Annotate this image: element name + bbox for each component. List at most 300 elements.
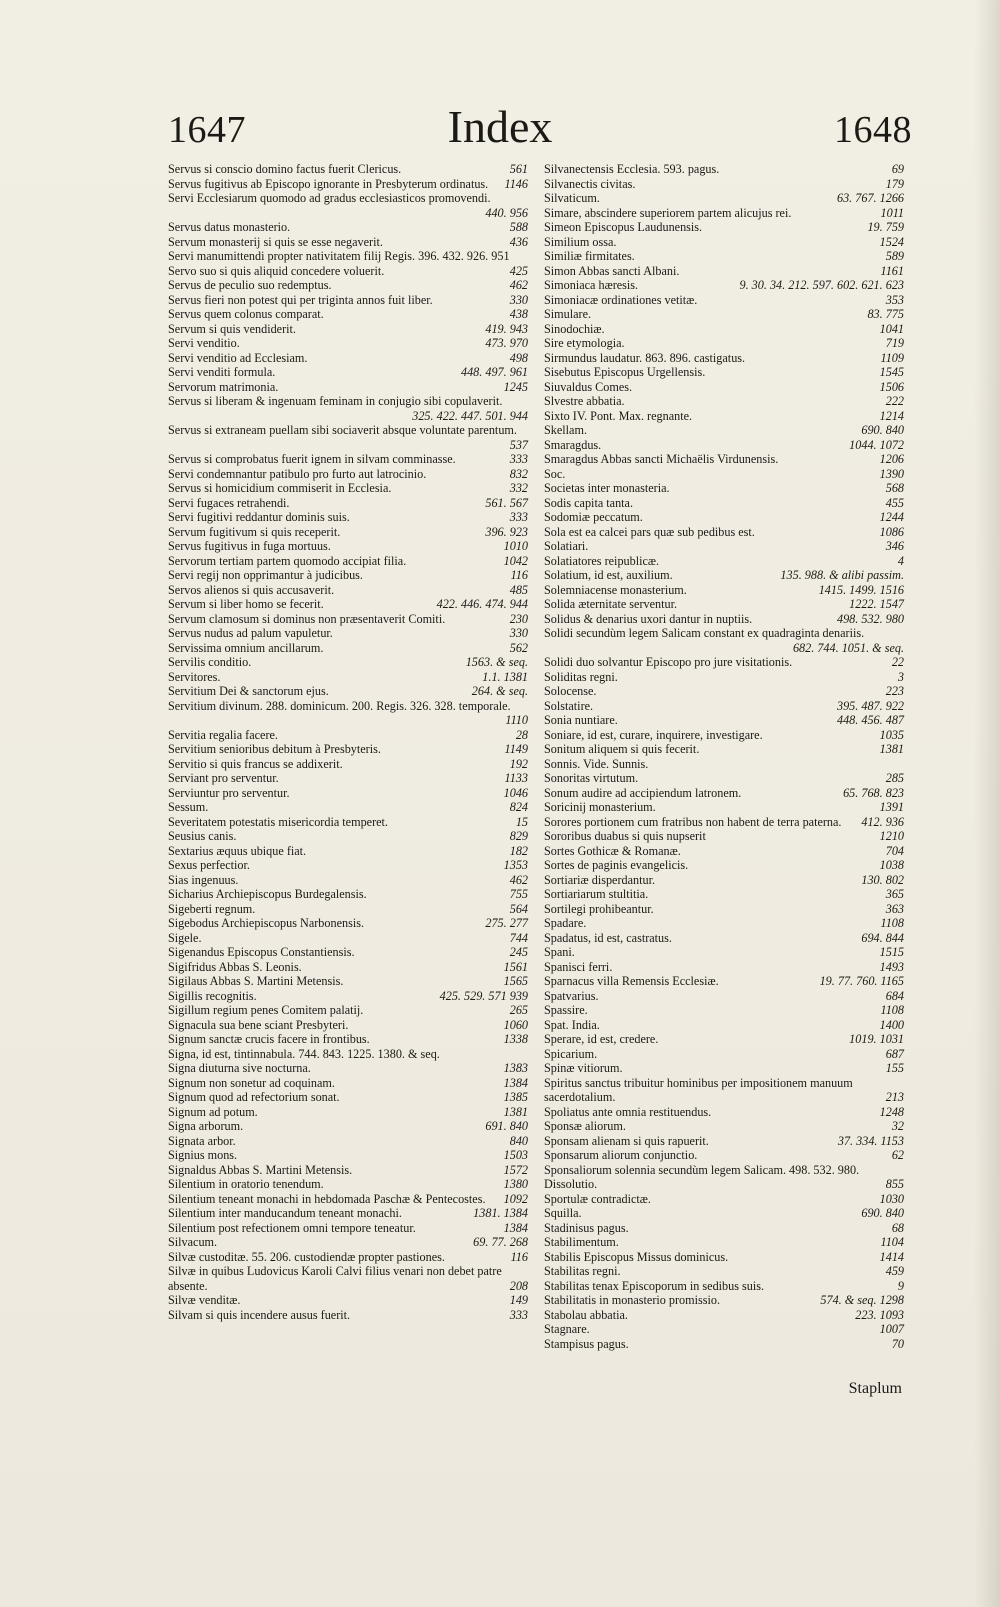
index-entry-page-ref: 473. 970 xyxy=(485,336,528,350)
index-entry-page-ref: 1381. 1384 xyxy=(473,1206,528,1220)
index-entry-term: Servi regij non opprimantur à judicibus. xyxy=(168,568,363,582)
index-entry xyxy=(168,554,528,569)
index-entry xyxy=(544,1235,904,1250)
index-entry-page-ref: 436 xyxy=(509,234,528,249)
index-entry-page-ref: 1010 xyxy=(503,539,528,553)
index-entry-term: Spoliatus ante omnia restituendus. xyxy=(544,1104,712,1119)
index-entry-page-ref: 213 xyxy=(885,1090,904,1104)
index-entry-page-ref: 1381 xyxy=(879,742,904,756)
index-entry-page-ref: 1146 xyxy=(504,176,528,191)
index-entry-page-ref: 422. 446. 474. 944 xyxy=(436,597,528,611)
index-entry-term: Signa diuturna sive nocturna. xyxy=(168,1061,311,1075)
index-entry xyxy=(544,902,904,917)
index-entry xyxy=(544,583,904,598)
index-entry-term: Stabilitatis in monasterio promissio. xyxy=(544,1293,721,1307)
index-entry xyxy=(544,1119,904,1134)
index-entry xyxy=(168,394,528,423)
index-entry-page-ref: 440. 956 xyxy=(485,205,528,220)
index-entry-term: Spicarium. xyxy=(544,1046,598,1061)
index-entry-term: Silvæ venditæ. xyxy=(168,1293,241,1307)
index-entry-term: Sessum. xyxy=(168,800,209,814)
index-entry xyxy=(168,539,528,554)
index-entry xyxy=(168,844,528,859)
index-entry-page-ref: 1222. 1547 xyxy=(849,597,904,611)
index-entry xyxy=(168,1206,528,1221)
index-entry-page-ref: 1565 xyxy=(503,974,528,988)
index-entry-page-ref: 694. 844 xyxy=(861,930,904,945)
index-entry-page-ref: 396. 923 xyxy=(485,524,528,539)
index-entry-page-ref: 1044. 1072 xyxy=(849,437,904,452)
index-entry-term: Solidi secundùm legem Salicam constant ex quadraginta denariis. xyxy=(544,626,865,640)
index-entry-term: Simeon Episcopus Laudunensis. xyxy=(544,220,703,234)
index-entry-term: Sexus perfectior. xyxy=(168,858,250,872)
index-entry-page-ref: 682. 744. 1051. & seq. xyxy=(792,640,904,655)
index-entry xyxy=(168,989,528,1004)
index-entry xyxy=(544,1293,904,1308)
index-entry xyxy=(544,1148,904,1163)
index-entry-term: Sigifridus Abbas S. Leonis. xyxy=(168,959,302,974)
index-entry xyxy=(544,1047,904,1062)
index-entry-term: Servus si extraneam puellam sibi sociaverit absque voluntate parentum. xyxy=(168,423,517,437)
index-entry xyxy=(544,1250,904,1265)
index-entry-term: Sportulæ contradictæ. xyxy=(544,1191,651,1206)
index-entry-page-ref: 15 xyxy=(515,814,528,829)
index-entry-page-ref: 1007 xyxy=(879,1322,904,1336)
index-entry-page-ref: 829 xyxy=(509,829,528,843)
index-entry-term: Signacula sua bene sciant Presbyteri. xyxy=(168,1017,349,1032)
index-entry-term: Spani. xyxy=(544,945,575,959)
index-entry-term: Spanisci ferri. xyxy=(544,959,613,974)
index-entry xyxy=(168,815,528,830)
index-entry-page-ref: 448. 456. 487 xyxy=(836,713,904,727)
index-entry-term: Servus si liberam & ingenuam feminam in conjugio sibi copulaverit. xyxy=(168,394,503,408)
index-entry xyxy=(168,423,528,452)
index-entry xyxy=(544,409,904,424)
index-entry xyxy=(168,699,528,728)
index-entry-page-ref: 330 xyxy=(509,626,528,640)
index-entry-term: Servus si comprobatus fuerit ignem in silvam comminasse. xyxy=(168,452,456,466)
index-entry-page-ref: 1572 xyxy=(503,1162,528,1177)
index-entry xyxy=(168,481,528,496)
index-entry-term: Silvanectis civitas. xyxy=(544,176,636,191)
index-entry-page-ref: 1563. & seq. xyxy=(465,655,528,669)
index-entry xyxy=(168,858,528,873)
index-entry-page-ref: 65. 768. 823 xyxy=(843,785,904,800)
index-entry-term: Servum fugitivum si quis receperit. xyxy=(168,524,341,539)
index-entry-term: Sirmundus laudatur. 863. 896. castigatus. xyxy=(544,350,746,365)
index-entry xyxy=(168,1105,528,1120)
index-entry-page-ref: 19. 759 xyxy=(867,220,904,234)
index-entry-term: Soniare, id est, curare, inquirere, investigare. xyxy=(544,727,763,742)
index-entry xyxy=(544,264,904,279)
index-entry-term: Simon Abbas sancti Albani. xyxy=(544,263,680,278)
index-entry-page-ref: 346 xyxy=(885,539,904,553)
index-entry xyxy=(168,786,528,801)
index-entry xyxy=(168,800,528,815)
index-entry-page-ref: 1244 xyxy=(879,510,904,524)
index-entry-page-ref: 9. 30. 34. 212. 597. 602. 621. 623 xyxy=(739,278,904,292)
index-entry-page-ref: 1060 xyxy=(503,1017,528,1032)
index-entry-term: Simulare. xyxy=(544,307,592,321)
index-entry xyxy=(544,1337,904,1352)
index-entry xyxy=(544,815,904,830)
index-entry xyxy=(544,394,904,409)
index-entry-term: Sigenandus Episcopus Constantiensis. xyxy=(168,945,355,959)
index-entry xyxy=(544,1322,904,1337)
index-entry xyxy=(544,713,904,728)
left-page-number: 1647 xyxy=(168,109,246,151)
index-entry xyxy=(168,902,528,917)
index-entry-page-ref: 1104 xyxy=(880,1235,904,1249)
left-index-column xyxy=(168,162,528,1322)
index-entry-term: Soliditas regni. xyxy=(544,669,618,684)
index-entry-term: Spatvarius. xyxy=(544,988,599,1003)
index-entry-term: Solidi duo solvantur Episcopo pro jure visitationis. xyxy=(544,655,793,669)
index-entry xyxy=(544,249,904,264)
index-entry xyxy=(544,1206,904,1221)
index-entry-page-ref: 69 xyxy=(891,162,904,176)
index-entry-page-ref: 588 xyxy=(509,220,528,234)
index-entry-term: Sicharius Archiepiscopus Burdegalensis. xyxy=(168,887,367,901)
index-entry-term: Sigeberti regnum. xyxy=(168,901,256,916)
index-entry-page-ref: 1381 xyxy=(503,1104,528,1119)
index-entry-term: Spassire. xyxy=(544,1003,588,1017)
index-entry-page-ref: 1338 xyxy=(503,1032,528,1046)
index-entry xyxy=(168,829,528,844)
index-entry-page-ref: 63. 767. 1266 xyxy=(836,191,904,205)
index-entry xyxy=(544,510,904,525)
index-entry-term: Silentium inter manducandum teneant monachi. xyxy=(168,1206,402,1220)
index-entry-term: Sortes Gothicæ & Romanæ. xyxy=(544,843,681,858)
index-entry-page-ref: 3 xyxy=(897,669,904,684)
index-entry-term: Simoniacæ ordinationes vetitæ. xyxy=(544,292,698,307)
index-entry-term: Servi fugaces retrahendi. xyxy=(168,495,290,510)
index-entry-term: Sigebodus Archiepiscopus Narbonensis. xyxy=(168,916,364,930)
index-entry-page-ref: 589 xyxy=(885,249,904,263)
index-entry xyxy=(168,771,528,786)
index-entry xyxy=(544,945,904,960)
index-entry-term: Stabilitas regni. xyxy=(544,1264,621,1278)
index-entry-page-ref: 425. 529. 571 939 xyxy=(439,988,528,1003)
index-entry-term: Stagnare. xyxy=(544,1322,590,1336)
index-entry xyxy=(544,989,904,1004)
index-entry-term: Servitium senioribus debitum à Presbyteris. xyxy=(168,742,381,756)
index-entry-page-ref: 832 xyxy=(509,466,528,481)
index-entry-term: Smaragdus. xyxy=(544,437,602,452)
index-entry xyxy=(168,1163,528,1178)
index-entry xyxy=(168,612,528,627)
index-entry-page-ref: 562 xyxy=(509,640,528,655)
index-entry xyxy=(168,1250,528,1265)
index-entry-term: Sodis capita tanta. xyxy=(544,495,634,510)
index-entry-term: Sortilegi prohibeantur. xyxy=(544,901,654,916)
index-entry-term: Silvam si quis incendere ausus fuerit. xyxy=(168,1307,351,1322)
index-entry-page-ref: 155 xyxy=(885,1061,904,1075)
index-entry-term: Signa, id est, tintinnabula. 744. 843. 1225. 1380. & seq. xyxy=(168,1046,440,1061)
index-entry-term: Serviuntur pro serventur. xyxy=(168,785,290,800)
index-entry xyxy=(168,1264,528,1293)
index-entry-page-ref: 855 xyxy=(885,1177,904,1191)
index-entry xyxy=(168,728,528,743)
index-entry xyxy=(168,626,528,641)
index-entry-term: Servum si liber homo se fecerit. xyxy=(168,597,324,611)
index-entry xyxy=(544,974,904,989)
index-entry-term: Siuvaldus Comes. xyxy=(544,379,633,394)
index-entry-page-ref: 1038 xyxy=(879,858,904,872)
index-entry-page-ref: 1545 xyxy=(879,365,904,379)
index-entry-term: Servus si homicidium commiserit in Ecclesia. xyxy=(168,481,392,495)
index-entry-page-ref: 230 xyxy=(509,611,528,626)
index-entry-term: Sire etymologia. xyxy=(544,336,625,350)
index-entry xyxy=(168,1235,528,1250)
index-entry-page-ref: 9 xyxy=(897,1278,904,1293)
index-entry xyxy=(544,438,904,453)
index-entry-page-ref: 485 xyxy=(509,582,528,597)
index-entry-term: Servi fugitivi reddantur dominis suis. xyxy=(168,510,350,524)
index-entry-term: Servus si conscio domino factus fuerit Clericus. xyxy=(168,162,402,176)
index-entry xyxy=(544,597,904,612)
index-entry xyxy=(168,1119,528,1134)
index-entry xyxy=(168,525,528,540)
index-entry-term: Soricinij monasterium. xyxy=(544,800,656,814)
index-entry xyxy=(168,1018,528,1033)
index-entry-page-ref: 245 xyxy=(509,945,528,959)
index-entry xyxy=(544,757,904,772)
index-entry-page-ref: 135. 988. & alibi passim. xyxy=(780,568,904,582)
index-entry-term: Silentium teneant monachi in hebdomada Paschæ & Pentecostes. xyxy=(168,1191,486,1206)
index-entry-page-ref: 691. 840 xyxy=(485,1119,528,1133)
index-entry-term: Servorum matrimonia. xyxy=(168,379,279,394)
index-entry-page-ref: 1210 xyxy=(879,829,904,843)
index-entry xyxy=(168,235,528,250)
index-entry-term: Signum non sonetur ad coquinam. xyxy=(168,1075,335,1090)
index-entry xyxy=(544,467,904,482)
index-entry-page-ref: 62 xyxy=(891,1148,904,1162)
index-entry-term: Sponsam alienam si quis rapuerit. xyxy=(544,1133,709,1148)
index-entry xyxy=(168,1192,528,1207)
index-entry xyxy=(168,974,528,989)
index-entry-page-ref: 265 xyxy=(509,1003,528,1017)
index-entry-page-ref: 1415. 1499. 1516 xyxy=(818,582,904,597)
index-entry xyxy=(544,293,904,308)
index-entry-term: Solstatire. xyxy=(544,698,594,713)
index-entry-term: Seusius canis. xyxy=(168,829,237,843)
index-entry-term: Servissima omnium ancillarum. xyxy=(168,640,324,655)
index-entry-term: Simoniaca hæresis. xyxy=(544,278,639,292)
index-entry xyxy=(168,945,528,960)
index-entry xyxy=(544,1279,904,1294)
index-entry xyxy=(544,452,904,467)
index-entry xyxy=(168,365,528,380)
index-entry-page-ref: 1030 xyxy=(879,1191,904,1206)
index-entry-term: Smaragdus Abbas sancti Michaëlis Virdunensis. xyxy=(544,452,779,466)
index-entry xyxy=(168,336,528,351)
index-entry xyxy=(544,931,904,946)
index-entry xyxy=(168,307,528,322)
index-entry-term: Signata arbor. xyxy=(168,1133,236,1148)
index-entry-page-ref: 333 xyxy=(509,1307,528,1322)
index-entry-term: Sonia nuntiare. xyxy=(544,713,618,727)
index-entry xyxy=(168,496,528,511)
index-entry-page-ref: 448. 497. 961 xyxy=(460,365,528,379)
index-entry-term: Solatiatores reipublicæ. xyxy=(544,553,660,568)
index-entry-term: Sortiariæ disperdantur. xyxy=(544,872,656,887)
index-entry xyxy=(544,728,904,743)
index-entry-page-ref: 70 xyxy=(891,1336,904,1351)
index-entry xyxy=(544,873,904,888)
index-entry xyxy=(544,626,904,655)
index-entry xyxy=(168,655,528,670)
index-entry xyxy=(168,873,528,888)
index-entry-page-ref: 574. & seq. 1298 xyxy=(820,1293,904,1307)
index-entry-page-ref: 1133 xyxy=(504,771,528,785)
index-entry xyxy=(168,931,528,946)
index-entry-term: Servitores. xyxy=(168,669,221,684)
index-entry-page-ref: 419. 943 xyxy=(485,321,528,336)
index-entry xyxy=(544,380,904,395)
index-entry-page-ref: 4 xyxy=(897,553,904,568)
index-entry-term: Solemniacense monasterium. xyxy=(544,582,687,597)
index-entry-page-ref: 149 xyxy=(509,1293,528,1307)
index-entry-page-ref: 561 xyxy=(509,162,528,176)
index-entry-page-ref: 690. 840 xyxy=(861,423,904,437)
index-entry-page-ref: 1248 xyxy=(879,1104,904,1119)
index-entry xyxy=(544,1221,904,1236)
index-entry-page-ref: 690. 840 xyxy=(861,1206,904,1220)
index-entry-page-ref: 223. 1093 xyxy=(855,1307,904,1322)
index-entry-page-ref: 755 xyxy=(509,887,528,901)
index-entry-term: Sias ingenuus. xyxy=(168,872,239,887)
index-entry-term: Solidus & denarius uxori dantur in nuptiis. xyxy=(544,611,753,626)
index-entry-term: Servos alienos si quis accusaverit. xyxy=(168,582,335,597)
index-entry-page-ref: 1524 xyxy=(879,234,904,249)
index-entry-term: Silvaticum. xyxy=(544,191,600,205)
index-entry xyxy=(544,1032,904,1047)
index-entry xyxy=(168,757,528,772)
index-entry-page-ref: 459 xyxy=(885,1264,904,1278)
index-entry-term: Silentium in oratorio tenendum. xyxy=(168,1177,324,1191)
index-entry-page-ref: 208 xyxy=(509,1278,528,1293)
index-entry-page-ref: 687 xyxy=(885,1046,904,1061)
index-entry xyxy=(544,960,904,975)
index-entry xyxy=(544,670,904,685)
index-entry-page-ref: 69. 77. 268 xyxy=(473,1235,528,1249)
index-entry xyxy=(168,568,528,583)
index-entry xyxy=(168,510,528,525)
index-entry xyxy=(544,1018,904,1033)
index-entry xyxy=(168,293,528,308)
index-entry-page-ref: 1086 xyxy=(879,524,904,539)
index-entry-page-ref: 1391 xyxy=(879,800,904,814)
index-entry-page-ref: 438 xyxy=(509,307,528,321)
index-entry-term: Sixto IV. Pont. Max. regnante. xyxy=(544,408,693,423)
index-entry xyxy=(544,496,904,511)
index-entry-page-ref: 285 xyxy=(885,771,904,785)
index-entry-page-ref: 719 xyxy=(885,336,904,350)
index-entry-term: Skellam. xyxy=(544,423,587,437)
index-entry-term: Stadinisus pagus. xyxy=(544,1220,629,1235)
index-entry xyxy=(168,597,528,612)
index-entry-page-ref: 840 xyxy=(509,1133,528,1148)
index-entry-term: Stabilimentum. xyxy=(544,1235,619,1249)
index-entry-term: Sonum audire ad accipiendum latronem. xyxy=(544,785,742,800)
index-entry-page-ref: 1149 xyxy=(504,742,528,756)
index-entry-page-ref: 1.1. 1381 xyxy=(482,669,528,684)
right-page-number: 1648 xyxy=(834,109,912,151)
index-entry-term: Solida æternitate serventur. xyxy=(544,597,678,611)
index-entry-page-ref: 568 xyxy=(885,481,904,495)
index-entry xyxy=(168,380,528,395)
index-entry-page-ref: 116 xyxy=(510,568,528,582)
index-entry xyxy=(544,742,904,757)
index-entry-page-ref: 182 xyxy=(509,843,528,858)
index-entry-term: Servus datus monasterio. xyxy=(168,220,291,234)
index-entry-term: Signaldus Abbas S. Martini Metensis. xyxy=(168,1162,353,1177)
index-entry-page-ref: 1110 xyxy=(505,713,528,727)
index-entry xyxy=(544,423,904,438)
index-entry-term: Signum quod ad refectorium sonat. xyxy=(168,1090,340,1104)
index-entry xyxy=(168,1090,528,1105)
index-entry-page-ref: 1109 xyxy=(880,350,904,365)
index-entry xyxy=(544,1105,904,1120)
index-entry xyxy=(544,525,904,540)
index-entry-term: Silvæ in quibus Ludovicus Karoli Calvi filius venari non debet patre absente. xyxy=(168,1264,502,1293)
index-entry-term: Servus quem colonus comparat. xyxy=(168,307,324,321)
index-entry-page-ref: 824 xyxy=(509,800,528,814)
index-entry-term: Stampisus pagus. xyxy=(544,1336,629,1351)
index-entry-page-ref: 1041 xyxy=(879,321,904,336)
index-entry-term: Servilis conditio. xyxy=(168,655,252,669)
index-entry-page-ref: 37. 334. 1153 xyxy=(837,1133,904,1148)
index-entry xyxy=(544,177,904,192)
index-entry-page-ref: 462 xyxy=(509,278,528,292)
index-entry-term: Solatium, id est, auxilium. xyxy=(544,568,673,582)
index-entry-term: Servus fugitivus in fuga mortuus. xyxy=(168,539,331,553)
index-entry-term: Servi manumittendi propter nativitatem filij Regis. 396. 432. 926. 951 xyxy=(168,249,510,263)
index-entry xyxy=(544,786,904,801)
index-entry-term: Signum sanctæ crucis facere in frontibus. xyxy=(168,1032,370,1046)
index-entry-page-ref: 1353 xyxy=(503,858,528,872)
index-entry xyxy=(544,539,904,554)
index-entry-term: Sigele. xyxy=(168,930,202,945)
index-entry-page-ref: 363 xyxy=(885,901,904,916)
index-entry-term: Signum ad potum. xyxy=(168,1104,258,1119)
index-entry xyxy=(544,1134,904,1149)
index-entry-page-ref: 561. 567 xyxy=(485,495,528,510)
index-entry xyxy=(168,1061,528,1076)
index-entry-term: Similium ossa. xyxy=(544,234,617,249)
index-entry-page-ref: 1400 xyxy=(879,1017,904,1032)
index-entry-term: Servorum tertiam partem quomodo accipiat filia. xyxy=(168,553,407,568)
index-entry-page-ref: 1092 xyxy=(503,1191,528,1206)
index-entry-page-ref: 1414 xyxy=(879,1249,904,1264)
index-entry-page-ref: 1035 xyxy=(879,727,904,742)
index-entry xyxy=(544,322,904,337)
index-entry-term: Servum si quis vendiderit. xyxy=(168,321,296,336)
index-entry-page-ref: 395. 487. 922 xyxy=(836,698,904,713)
index-entry-term: Servo suo si quis aliquid concedere voluerit. xyxy=(168,263,385,278)
index-entry-page-ref: 498 xyxy=(509,350,528,365)
index-entry-term: Signius mons. xyxy=(168,1148,238,1162)
index-entry xyxy=(168,191,528,220)
index-entry-page-ref: 537 xyxy=(509,437,528,452)
index-entry-term: Squilla. xyxy=(544,1206,582,1220)
index-entry-term: Solatiari. xyxy=(544,539,589,553)
index-entry xyxy=(544,162,904,177)
index-entry-term: Servi venditio. xyxy=(168,336,240,350)
index-entry-page-ref: 1515 xyxy=(879,945,904,959)
index-entry-page-ref: 332 xyxy=(509,481,528,495)
